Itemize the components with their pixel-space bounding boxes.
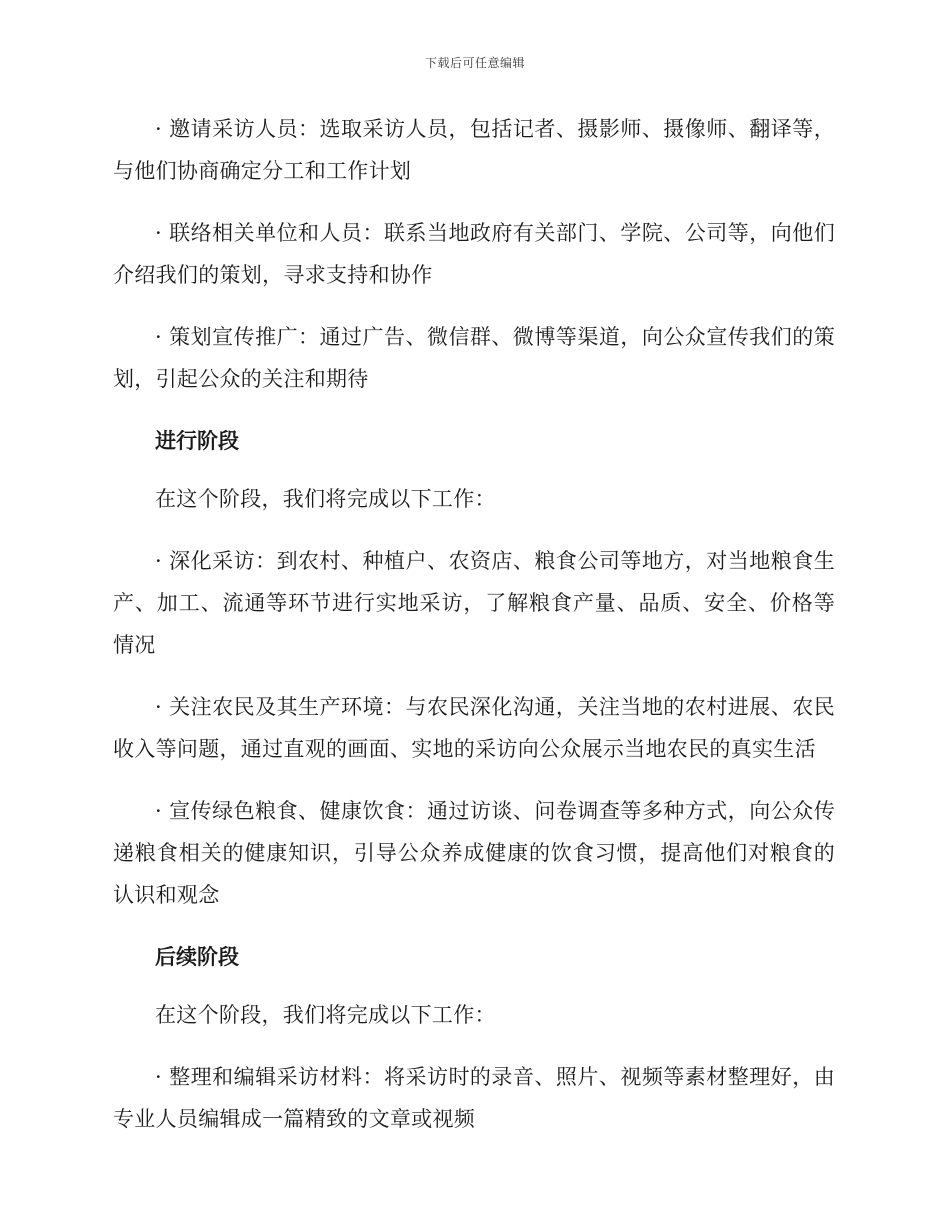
ongoing-item-deep-interview: · 深化采访：到农村、种植户、农资店、粮食公司等地方，对当地粮食生产、加工、流通等环节进行实地采访，了解粮食产量、品质、安全、价格等情况 [113,549,835,657]
followup-item-editing: · 整理和编辑采访材料：将采访时的录音、照片、视频等素材整理好，由专业人员编辑成一篇精致的文章或视频 [113,1065,835,1131]
prep-item-contact-units: · 联络相关单位和人员：联系当地政府有关部门、学院、公司等，向他们介绍我们的策划，寻求支持和协作 [113,221,835,287]
ongoing-item-green-food: · 宣传绿色粮食、健康饮食：通过访谈、问卷调查等多种方式，向公众传递粮食相关的健康知识，引导公众养成健康的饮食习惯，提高他们对粮食的认识和观念 [113,799,835,907]
section-intro-ongoing: 在这个阶段，我们将完成以下工作： [155,487,496,511]
page-header: 下载后可任意编辑 [424,56,525,70]
ongoing-item-farmers: · 关注农民及其生产环境：与农民深化沟通，关注当地的农村进展、农民收入等问题，通过直观的画面、实地的采访向公众展示当地农民的真实生活 [113,695,835,761]
document-body [113,108,835,1160]
prep-item-invite-staff: · 邀请采访人员：选取采访人员，包括记者、摄影师、摄像师、翻译等，与他们协商确定分工和工作计划 [113,117,835,183]
section-intro-followup: 在这个阶段，我们将完成以下工作： [155,1003,496,1027]
prep-item-promotion: · 策划宣传推广：通过广告、微信群、微博等渠道，向公众宣传我们的策划，引起公众的关注和期待 [113,325,835,391]
section-heading-ongoing: 进行阶段 [155,429,239,453]
section-heading-followup: 后续阶段 [155,945,239,969]
